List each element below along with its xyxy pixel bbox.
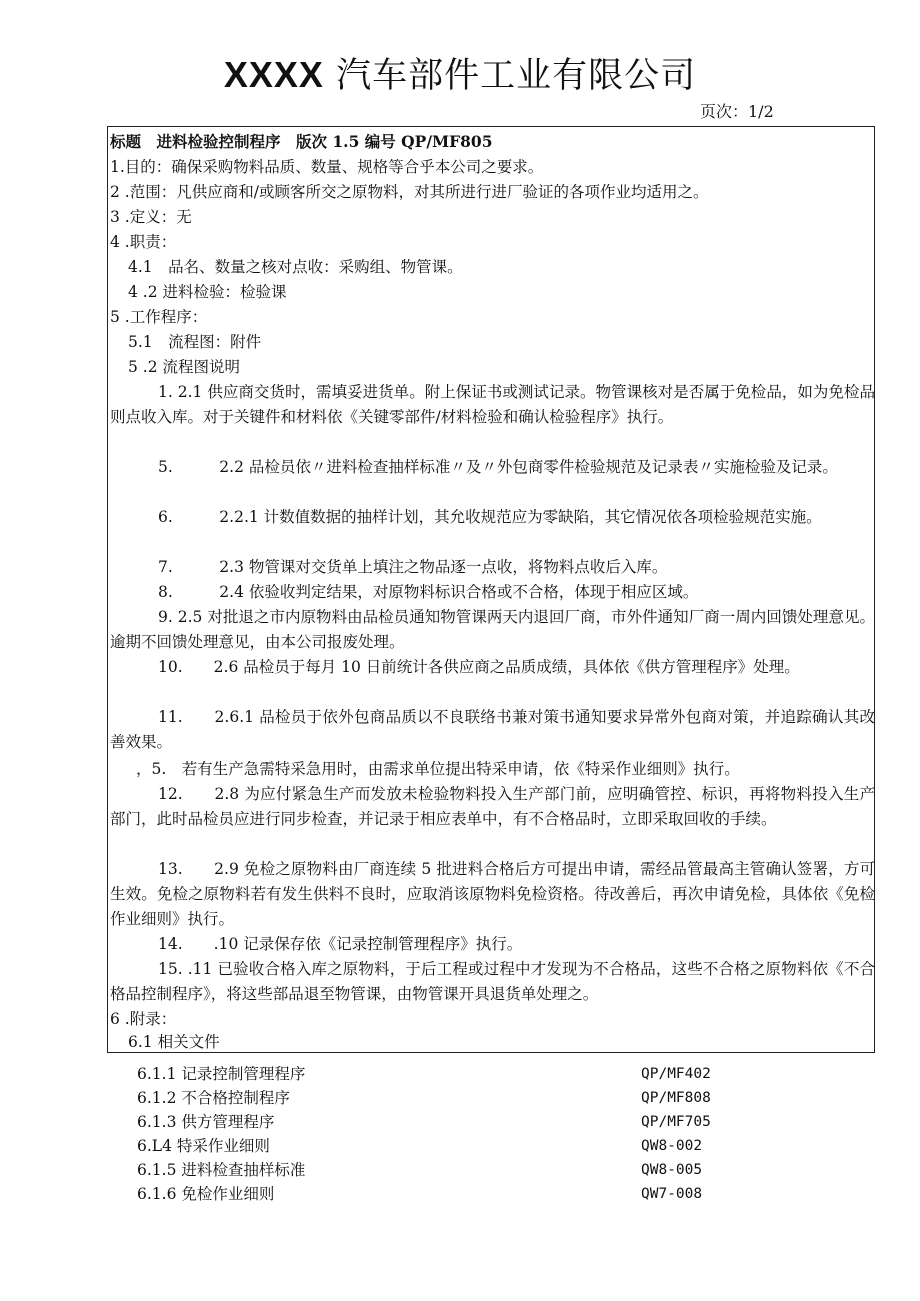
section-appendix: 6 .附录： (110, 1010, 177, 1028)
appendix-doc-code: QW8-005 (641, 1162, 703, 1178)
paragraph-2-10: 14. .10 记录保存依《记录控制管理程序》执行。 (158, 935, 523, 953)
paragraph-2-6-1: 11. 2.6.1 品检员于依外包商品质以不良联络书兼对策书通知要求异常外包商对策，并追踪确认其改善效果。 (110, 708, 875, 751)
appendix-doc-name: 6.1.2 不合格控制程序 (137, 1089, 290, 1107)
appendix-doc-name: 6.L4 特采作业细则 (137, 1137, 270, 1155)
paragraph-2-4: 8. 2.4 依验收判定结果，对原物料标识合格或不合格，体现于相应区域。 (158, 583, 699, 601)
appendix-row (137, 1062, 877, 1086)
appendix-row (137, 1110, 877, 1134)
item-6-1: 6.1 相关文件 (128, 1033, 220, 1051)
item-5-1: 5.1 流程图：附件 (128, 333, 262, 351)
header-row: 标题 进料检验控制程序 版次 1.5 编号 QP/MF805 (110, 132, 493, 151)
paragraph-2-5: 9. 2.5 对批退之市内原物料由品检员通知物管课两天内退回厂商，市外件通知厂商一周内回馈处理意见。逾期不回馈处理意见，由本公司报废处理。 (110, 608, 875, 651)
paragraph-2-3: 7. 2.3 物管课对交货单上填注之物品逐一点收，将物料点收后入库。 (158, 558, 668, 576)
appendix-row (137, 1158, 877, 1182)
paragraph-2-2-1: 6. 2.2.1 计数值数据的抽样计划，其允收规范应为零缺陷，其它情况依各项检验规范实施。 (158, 508, 822, 526)
appendix-doc-code: QP/MF705 (641, 1114, 711, 1130)
appendix-doc-code: QP/MF808 (641, 1090, 711, 1106)
appendix-doc-name: 6.1.3 供方管理程序 (137, 1113, 275, 1131)
section-purpose: 1.目的：确保采购物料品质、数量、规格等合乎本公司之要求。 (110, 158, 544, 176)
paragraph-2-1: 1. 2.1 供应商交货时，需填妥进货单。附上保证书或测试记录。物管课核对是否属于免检品，如为免检品则点收入库。对于关键件和材料依《关键零部件/材料检验和确认检验程序》执行。 (110, 383, 875, 426)
appendix-doc-name: 6.1.5 进料检查抽样标准 (137, 1161, 306, 1179)
appendix-row (137, 1086, 877, 1110)
company-name: 汽车部件工业有限公司 (336, 56, 697, 96)
paragraph-2-9: 13. 2.9 免检之原物料由厂商连续 5 批进料合格后方可提出申请，需经品管最高主管确认签署，方可生效。免检之原物料若有发生供料不良时，应取消该原物料免检资格。待改善后，再次申请免检，具体依《免检作业细则》执行。 (110, 860, 875, 928)
appendix-doc-code: QW8-002 (641, 1138, 703, 1154)
item-4-1: 4.1 品名、数量之核对点收：采购组、物管课。 (128, 258, 463, 276)
appendix-doc-code: QW7-008 (641, 1186, 703, 1202)
page-number: 页次：1/2 (700, 102, 774, 121)
company-prefix: XXXX (223, 54, 324, 95)
appendix-row (137, 1134, 877, 1158)
appendix-doc-name: 6.1.1 记录控制管理程序 (137, 1065, 306, 1083)
appendix-doc-code: QP/MF402 (641, 1066, 711, 1082)
paragraph-2-7: ，5. 若有生产急需特采急用时，由需求单位提出特采申请，依《特采作业细则》执行。 (136, 760, 740, 778)
paragraph-2-8: 12. 2.8 为应付紧急生产而发放未检验物料投入生产部门前，应明确管控、标识，再将物料投入生产部门，此时品检员应进行同步检查，并记录于相应表单中，有不合格品时，立即采取回收的手续。 (110, 785, 875, 828)
section-responsibility: 4 .职责： (110, 233, 177, 251)
paragraph-2-6: 10. 2.6 品检员于每月 10 日前统计各供应商之品质成绩，具体依《供方管理程序》处理。 (158, 658, 800, 676)
item-4-2: 4 .2 进料检验：检验课 (128, 283, 287, 301)
item-5-2: 5 .2 流程图说明 (128, 358, 241, 376)
paragraph-2-11: 15. .11 已验收合格入库之原物料，于后工程或过程中才发现为不合格品，这些不合格之原物料依《不合格品控制程序》，将这些部品退至物管课，由物管课开具退货单处理之。 (110, 960, 875, 1003)
section-procedure: 5 .工作程序： (110, 308, 208, 326)
document-title (0, 50, 920, 101)
appendix-doc-name: 6.1.6 免检作业细则 (137, 1185, 275, 1203)
section-scope: 2 .范围：凡供应商和/或顾客所交之原物料，对其所进行进厂验证的各项作业均适用之。 (110, 183, 709, 201)
paragraph-2-2: 5. 2.2 品检员依〃进料检查抽样标准〃及〃外包商零件检验规范及记录表〃实施检验及记录。 (158, 458, 838, 476)
section-definition: 3 .定义：无 (110, 208, 192, 226)
appendix-row (137, 1182, 877, 1206)
